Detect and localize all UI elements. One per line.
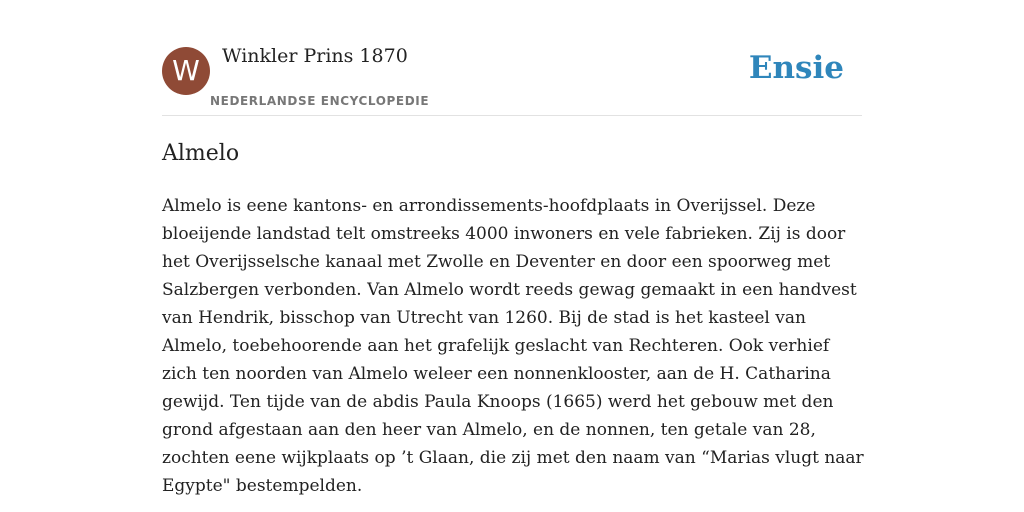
article-line: van Hendrik, bisschop van Utrecht van 1260. Bij de stad is het kasteel van — [162, 308, 806, 328]
article-body — [162, 192, 862, 500]
ensie-logo-link[interactable]: Ensie — [748, 50, 844, 86]
article-line: zochten eene wijkplaats op ’t Glaan, die zij met den naam van “Marias vlugt naar — [162, 448, 864, 468]
article-line: zich ten noorden van Almelo weleer een nonnenklooster, aan de H. Catharina — [162, 364, 831, 384]
article-line: Almelo, toebehoorende aan het grafelijk geslacht van Rechteren. Ook verhief — [162, 336, 830, 356]
article-line: Egypte" bestempelden. — [162, 476, 363, 496]
article-line: Almelo is eene kantons- en arrondissements-hoofdplaats in Overijssel. Deze — [162, 196, 816, 216]
source-subtitle: NEDERLANDSE ENCYCLOPEDIE — [210, 94, 430, 108]
article-line: grond afgestaan aan den heer van Almelo, en de nonnen, ten getale van 28, — [162, 420, 816, 440]
article-line: het Overijsselsche kanaal met Zwolle en Deventer en door een spoorweg met — [162, 252, 831, 272]
source-avatar[interactable]: W — [162, 47, 210, 95]
article-title: Almelo — [162, 141, 240, 166]
article-line: gewijd. Ten tijde van de abdis Paula Knoops (1665) werd het gebouw met den — [162, 392, 834, 412]
article-line: bloeijende landstad telt omstreeks 4000 inwoners en vele fabrieken. Zij is door — [162, 224, 846, 244]
source-title-link[interactable]: Winkler Prins 1870 — [222, 45, 408, 67]
article-line: Salzbergen verbonden. Van Almelo wordt reeds gewag gemaakt in een handvest — [162, 280, 857, 300]
header-divider — [162, 115, 862, 116]
